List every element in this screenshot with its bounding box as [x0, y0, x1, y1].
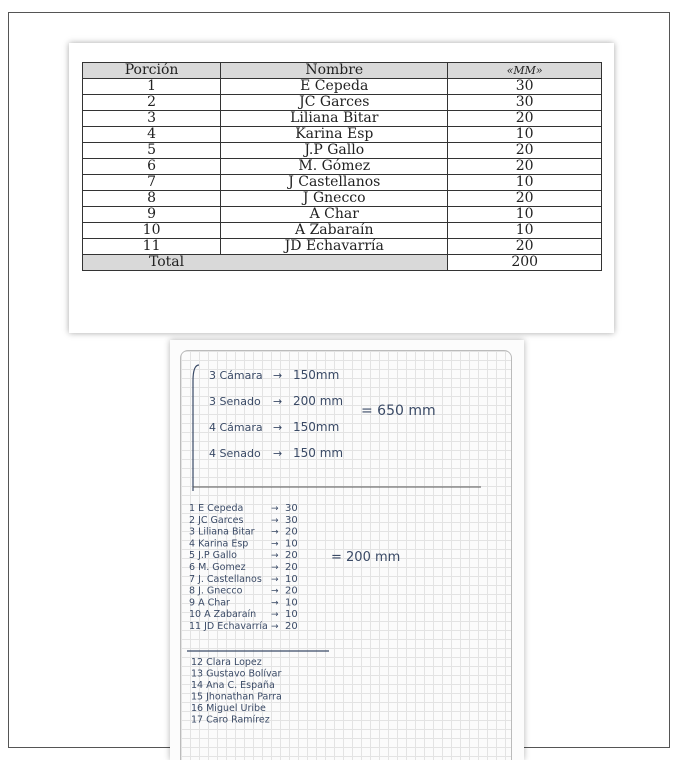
- note-line-label: 4 Senado: [209, 447, 261, 460]
- note-list-value: 20: [285, 550, 298, 562]
- arrow-icon: →: [271, 622, 279, 632]
- arrow-icon: →: [273, 447, 283, 460]
- table-row: [83, 79, 602, 95]
- row-porcion: 4: [83, 127, 221, 143]
- arrow-icon: →: [271, 551, 279, 562]
- row-nombre: Liliana Bitar: [221, 111, 448, 127]
- row-nombre: J Gnecco: [221, 191, 448, 207]
- note-list-label: 5 J.P Gallo: [189, 550, 237, 562]
- arrow-icon: →: [273, 395, 283, 408]
- arrow-icon: →: [271, 563, 279, 573]
- arrow-icon: →: [271, 527, 279, 538]
- row-nombre: E Cepeda: [221, 79, 448, 95]
- note-list-label: 3 Liliana Bitar: [189, 526, 255, 538]
- row-porcion: 9: [83, 207, 221, 223]
- row-mm: 10: [448, 127, 602, 143]
- note-list-value: 30: [285, 503, 298, 514]
- row-nombre: M. Gómez: [221, 159, 448, 175]
- table-row: [83, 191, 602, 207]
- table-row: [83, 127, 602, 143]
- note-line-label: 3 Cámara: [209, 369, 263, 382]
- note-list-label: 4 Karina Esp: [189, 538, 249, 550]
- table-row: [83, 223, 602, 239]
- row-nombre: A Char: [221, 207, 448, 223]
- row-mm: 20: [448, 191, 602, 207]
- row-mm: 20: [448, 143, 602, 159]
- note-line-value: 150mm: [293, 420, 340, 434]
- row-nombre: Karina Esp: [221, 127, 448, 143]
- row-porcion: 10: [83, 223, 221, 239]
- row-mm: 10: [448, 207, 602, 223]
- arrow-icon: →: [271, 574, 279, 585]
- row-mm: 10: [448, 223, 602, 239]
- row-porcion: 2: [83, 95, 221, 111]
- note-list-value: 20: [285, 562, 298, 573]
- note-list-label: 6 M. Gomez: [189, 562, 246, 573]
- document-frame: [8, 12, 670, 748]
- row-mm: 10: [448, 175, 602, 191]
- note-list-sum: = 200 mm: [331, 550, 401, 565]
- note-list-value: 10: [285, 573, 298, 585]
- total-row: [83, 255, 602, 271]
- note-list-label: 9 A Char: [189, 597, 230, 609]
- note-extra-line: 12 Clara Lopez: [191, 657, 262, 668]
- row-nombre: JC Garces: [221, 95, 448, 111]
- table-row: [83, 175, 602, 191]
- bracket-line: [193, 365, 199, 491]
- row-porcion: 1: [83, 79, 221, 95]
- row-porcion: 8: [83, 191, 221, 207]
- note-line-value: 200 mm: [293, 394, 344, 408]
- handwritten-notes: [181, 351, 511, 760]
- table-card: [69, 43, 614, 333]
- note-list-value: 20: [285, 526, 298, 538]
- note-list-label: 7 J. Castellanos: [189, 573, 262, 585]
- handwritten-notes-photo: [170, 340, 524, 760]
- row-mm: 20: [448, 239, 602, 255]
- header-nombre: Nombre: [221, 63, 448, 79]
- row-porcion: 3: [83, 111, 221, 127]
- table-body: [83, 79, 602, 255]
- row-mm: 30: [448, 79, 602, 95]
- note-list-value: 10: [285, 597, 298, 609]
- note-top-sum: = 650 mm: [361, 403, 436, 419]
- arrow-icon: →: [271, 586, 279, 597]
- note-list-label: 10 A Zabaraín: [189, 609, 257, 621]
- note-extra-line: 15 Jhonathan Parra: [191, 691, 282, 703]
- arrow-icon: →: [271, 610, 279, 621]
- table-row: [83, 159, 602, 175]
- table-row: [83, 207, 602, 223]
- row-nombre: JD Echavarría: [221, 239, 448, 255]
- portions-table: [82, 62, 602, 271]
- row-nombre: J.P Gallo: [221, 143, 448, 159]
- note-list-value: 10: [285, 609, 298, 621]
- note-extra-line: 16 Miguel Uribe: [191, 703, 266, 714]
- total-label: Total: [83, 255, 448, 271]
- note-list-value: 20: [285, 585, 298, 597]
- row-nombre: A Zabaraín: [221, 223, 448, 239]
- note-list-label: 1 E Cepeda: [189, 503, 244, 514]
- table-header-row: [83, 63, 602, 79]
- note-line-value: 150mm: [293, 368, 340, 382]
- note-line-value: 150 mm: [293, 446, 344, 460]
- row-porcion: 6: [83, 159, 221, 175]
- note-list-value: 30: [285, 514, 298, 526]
- arrow-icon: →: [271, 598, 279, 609]
- note-list-label: 2 JC Garces: [189, 514, 244, 526]
- notebook-page: [180, 350, 512, 760]
- note-extra-line: 14 Ana C. España: [191, 680, 275, 691]
- arrow-icon: →: [273, 421, 283, 434]
- arrow-icon: →: [273, 369, 283, 382]
- note-list-label: 8 J. Gnecco: [189, 585, 243, 597]
- row-mm: 20: [448, 159, 602, 175]
- row-porcion: 11: [83, 239, 221, 255]
- arrow-icon: →: [271, 504, 279, 514]
- header-mm: «MM»: [448, 63, 602, 79]
- table-row: [83, 95, 602, 111]
- note-list-value: 10: [285, 538, 298, 550]
- table-row: [83, 143, 602, 159]
- row-nombre: J Castellanos: [221, 175, 448, 191]
- total-value: 200: [448, 255, 602, 271]
- note-list-label: 11 JD Echavarría: [189, 621, 268, 632]
- row-porcion: 7: [83, 175, 221, 191]
- table-row: [83, 239, 602, 255]
- row-mm: 30: [448, 95, 602, 111]
- arrow-icon: →: [271, 515, 279, 526]
- note-extra-line: 13 Gustavo Bolívar: [191, 668, 282, 680]
- table-row: [83, 111, 602, 127]
- note-line-label: 4 Cámara: [209, 421, 263, 434]
- note-extra-line: 17 Caro Ramírez: [191, 714, 270, 726]
- row-mm: 20: [448, 111, 602, 127]
- note-list-value: 20: [285, 621, 298, 632]
- header-porcion: Porción: [83, 63, 221, 79]
- row-porcion: 5: [83, 143, 221, 159]
- note-line-label: 3 Senado: [209, 395, 261, 408]
- arrow-icon: →: [271, 539, 279, 550]
